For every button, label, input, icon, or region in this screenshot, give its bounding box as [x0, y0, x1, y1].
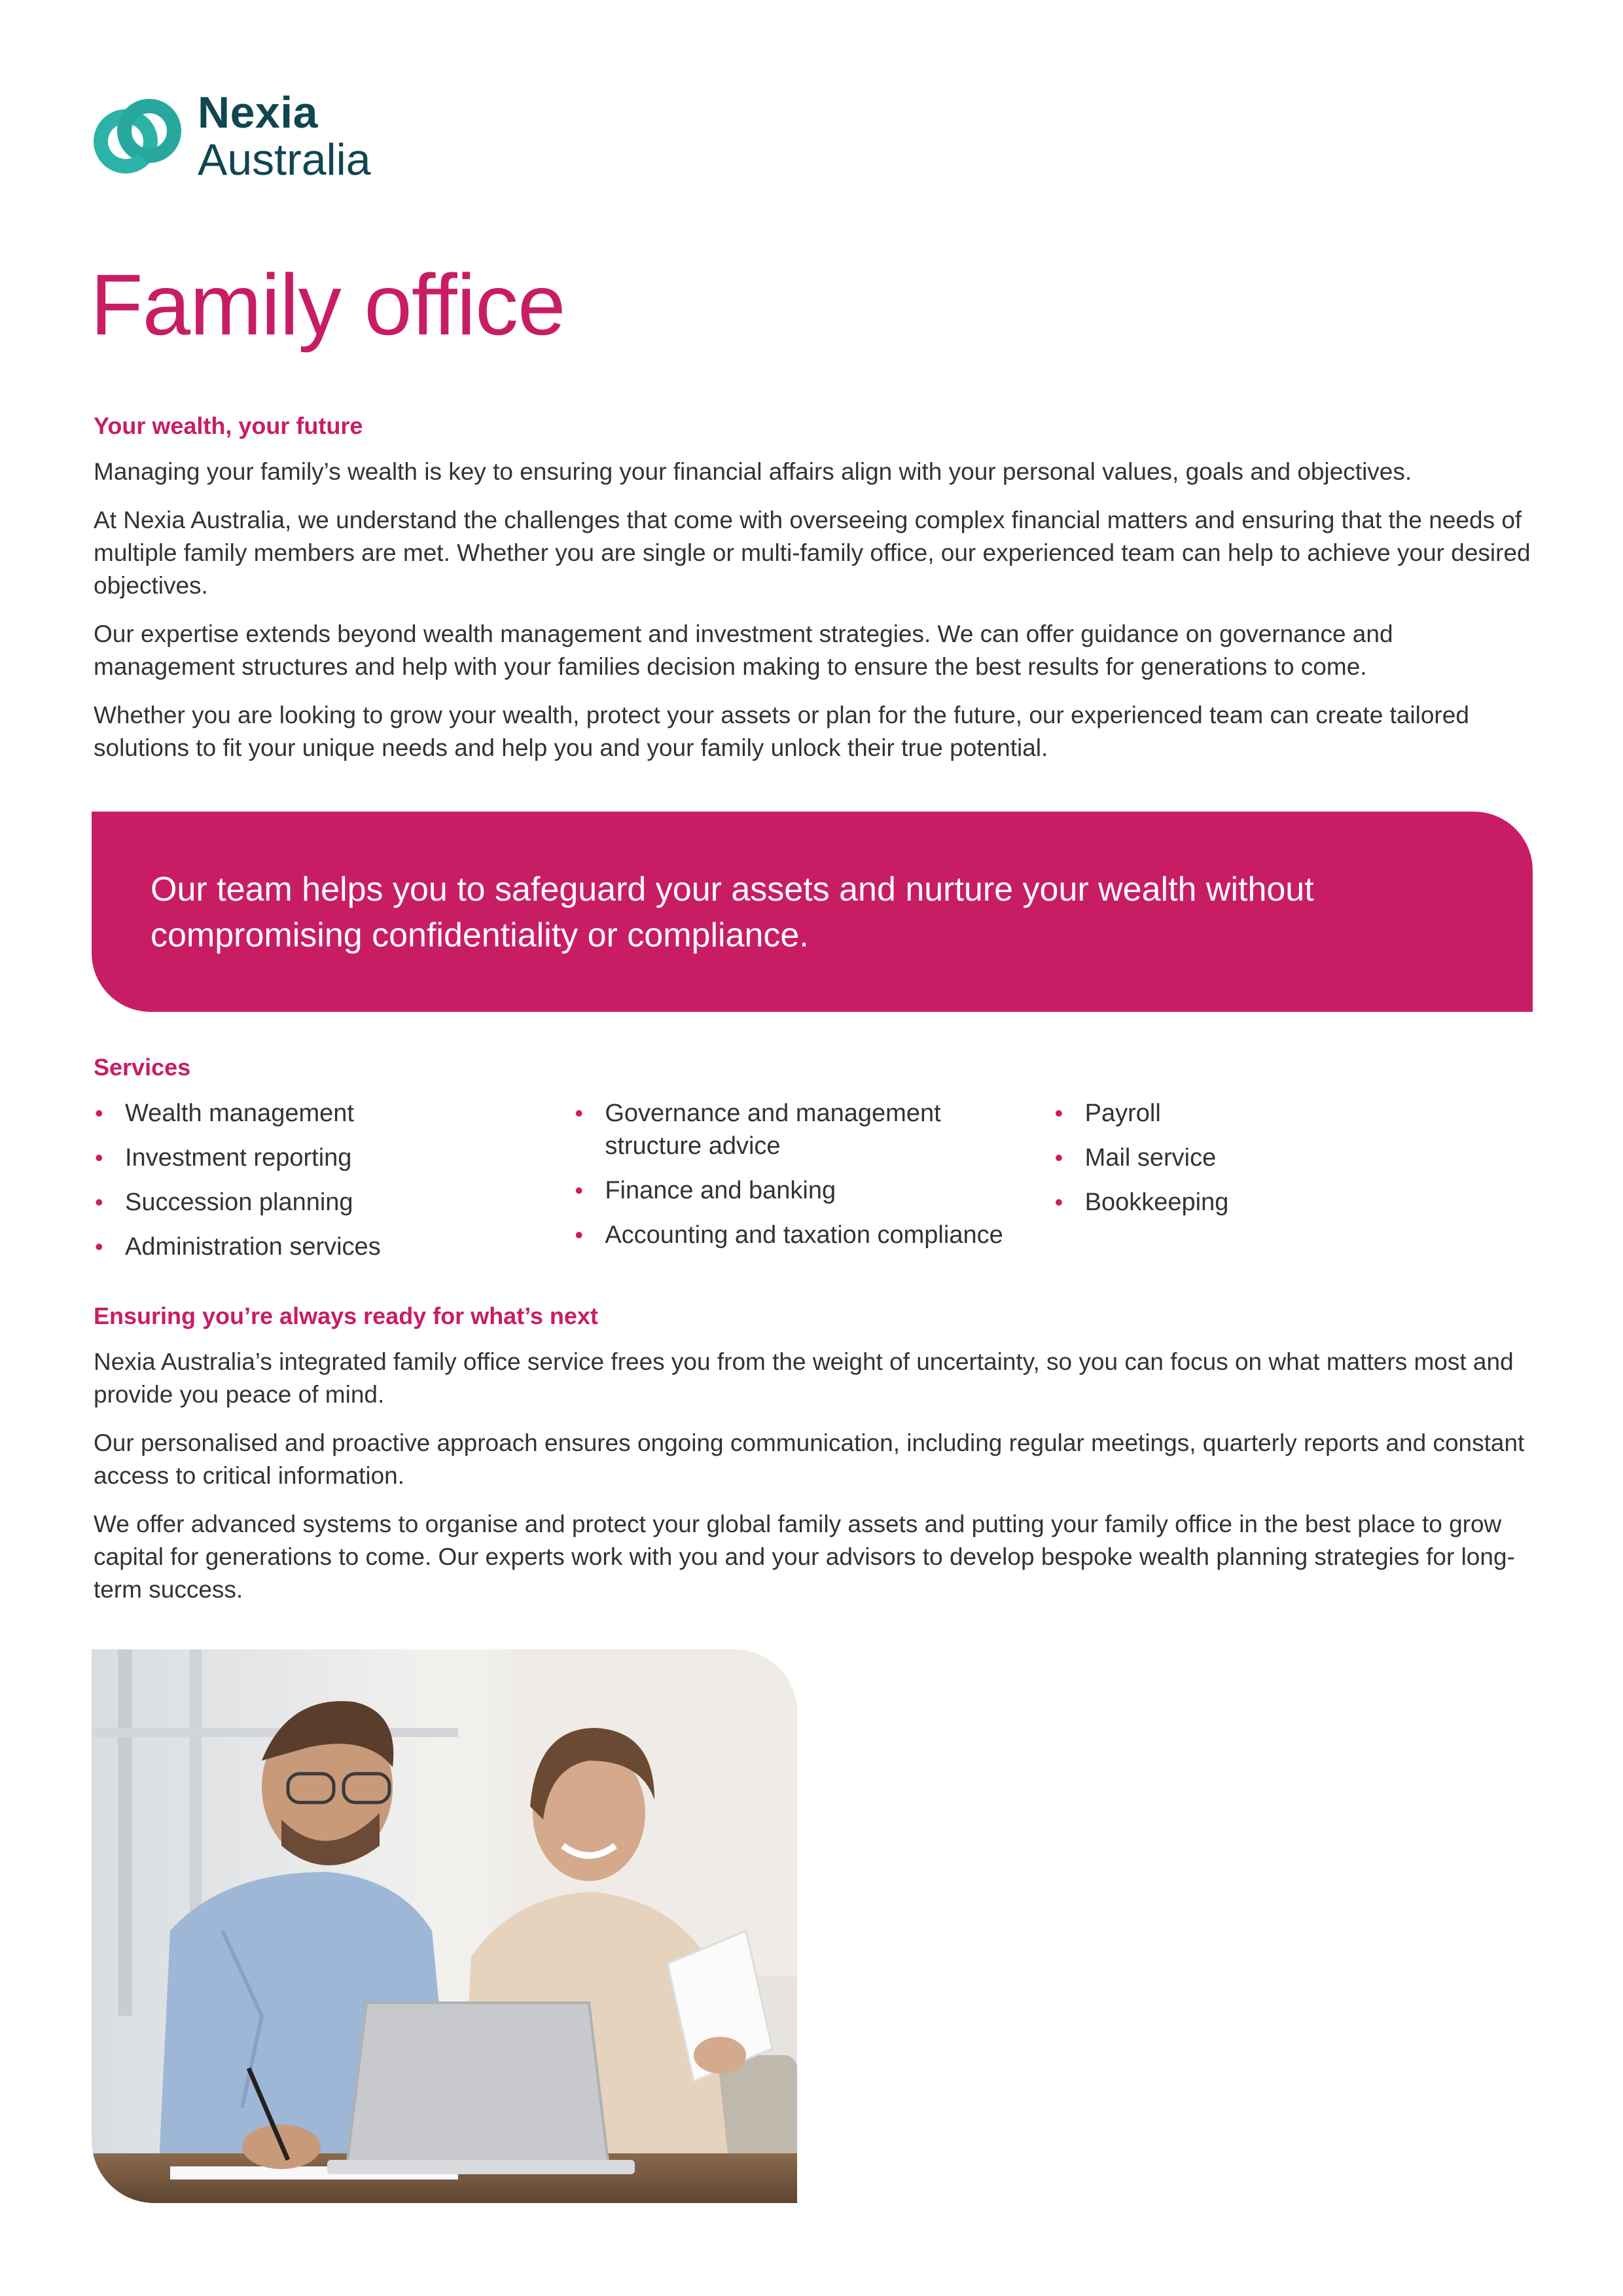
- intro-paragraph: Our expertise extends beyond wealth management and investment strategies. We can offer guidance on governance and management structures and help with your families decision making to ensure the best results for generations to come.: [94, 620, 1393, 680]
- ready-heading: Ensuring you’re always ready for what’s next: [94, 1302, 598, 1329]
- callout-banner: [92, 812, 1533, 1012]
- service-item: [94, 1141, 544, 1174]
- services-column-1: [94, 1097, 573, 1275]
- service-item: [1054, 1097, 1504, 1130]
- service-label: Administration services: [125, 1233, 381, 1261]
- intro-paragraph: At Nexia Australia, we understand the challenges that come with overseeing complex financial matters and ensuring that the needs of multiple family members are met. Whether you are single or multi-family office, our experienced team can help to achieve your desired objectives.: [94, 507, 1531, 599]
- service-label: Wealth management: [125, 1100, 354, 1127]
- bullet-icon: •: [575, 1177, 583, 1204]
- intro-paragraph: Managing your family’s wealth is key to ensuring your financial affairs align with your personal values, goals and objectives.: [94, 458, 1412, 485]
- service-label: Mail service: [1084, 1144, 1217, 1172]
- service-item: [573, 1219, 1024, 1251]
- bullet-icon: •: [95, 1100, 103, 1126]
- couple-with-laptop-image: [92, 1649, 797, 2203]
- service-label: Governance and management structure advice: [605, 1100, 941, 1160]
- service-label: Bookkeeping: [1084, 1189, 1229, 1216]
- service-label: Payroll: [1084, 1100, 1161, 1127]
- service-item: [94, 1186, 544, 1219]
- company-logo: [92, 88, 371, 185]
- service-item: [573, 1097, 1024, 1162]
- bullet-icon: •: [1054, 1100, 1063, 1126]
- service-label: Accounting and taxation compliance: [605, 1221, 1003, 1249]
- bullet-icon: •: [95, 1144, 103, 1171]
- ready-paragraph: Our personalised and proactive approach ensures ongoing communication, including regular meetings, quarterly reports and constant access to critical information.: [94, 1429, 1525, 1489]
- callout-text: Our team helps you to safeguard your assets and nurture your wealth without compromising confidentiality or compliance.: [151, 870, 1314, 954]
- service-item: [94, 1097, 544, 1130]
- service-item: [1054, 1186, 1504, 1219]
- ready-paragraph: We offer advanced systems to organise and protect your global family assets and putting your family office in the best place to grow capital for generations to come. Our experts work with you and your advisors to develop bespoke wealth planning strategies for long-term success.: [94, 1511, 1515, 1603]
- bullet-icon: •: [1054, 1189, 1063, 1215]
- service-label: Investment reporting: [125, 1144, 352, 1172]
- intro-section: [94, 412, 1533, 780]
- logo-name-line1: Nexia: [198, 88, 318, 137]
- bullet-icon: •: [575, 1221, 583, 1248]
- bullet-icon: •: [95, 1189, 103, 1215]
- services-heading: Services: [94, 1054, 191, 1081]
- intro-heading: Your wealth, your future: [94, 412, 363, 439]
- service-item: [94, 1230, 544, 1263]
- intro-paragraph: Whether you are looking to grow your wealth, protect your assets or plan for the future, our experienced team can create tailored solutions to fit your unique needs and help you and your family unlock their true potential.: [94, 702, 1469, 761]
- ready-section: [94, 1302, 1533, 1622]
- services-section: [94, 1054, 1533, 1275]
- page-title: Family office: [90, 257, 565, 353]
- bullet-icon: •: [1054, 1144, 1063, 1171]
- services-column-3: [1054, 1097, 1533, 1275]
- service-label: Succession planning: [125, 1189, 353, 1216]
- family-office-photo: [92, 1649, 797, 2203]
- service-label: Finance and banking: [605, 1177, 836, 1204]
- bullet-icon: •: [95, 1233, 103, 1260]
- service-item: [573, 1174, 1024, 1207]
- ready-paragraph: Nexia Australia’s integrated family office service frees you from the weight of uncertainty, so you can focus on what matters most and provide you peace of mind.: [94, 1348, 1514, 1408]
- services-column-2: [573, 1097, 1053, 1275]
- nexia-logo-icon: [92, 90, 183, 182]
- bullet-icon: •: [575, 1100, 583, 1126]
- service-item: [1054, 1141, 1504, 1174]
- services-columns: [94, 1097, 1533, 1275]
- logo-name-line2: Australia: [198, 135, 371, 185]
